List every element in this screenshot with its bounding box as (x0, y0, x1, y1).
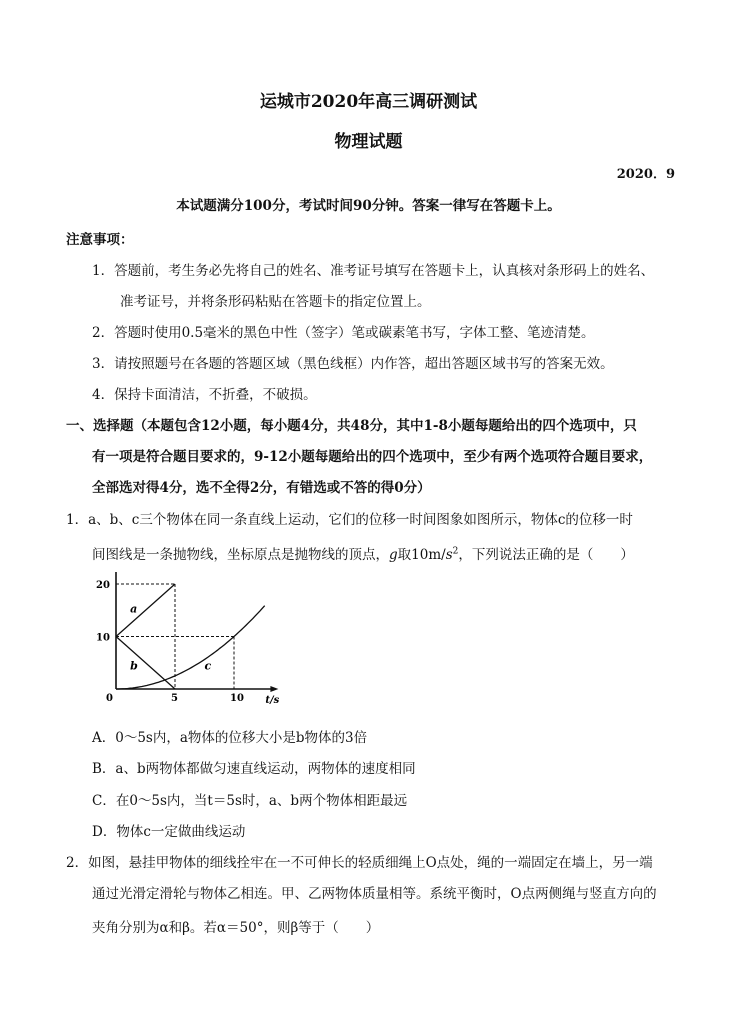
q1-graph (88, 572, 288, 712)
q1-slash: / (441, 547, 446, 563)
q1-line-2c: ，下列说法正确的是（ ） (458, 547, 634, 563)
q1-s-unit: s (445, 547, 453, 563)
x-tick-label: 5 (171, 693, 178, 704)
exam-date: 2020．9 (616, 167, 675, 182)
note-4: 4．保持卡面清洁，不折叠，不破损。 (92, 387, 317, 403)
q1-line-1: 1．a、b、c三个物体在同一条直线上运动，它们的位移一时间图象如图所示，物体c的位移一时 (66, 512, 633, 528)
q2-line-2: 通过光滑定滑轮与物体乙相连。甲、乙两物体质量相等。系统平衡时，O点两侧绳与竖直方向的 (92, 886, 657, 902)
note-3: 3．请按照题号在各题的答题区域（黑色线框）内作答，超出答题区域书写的答案无效。 (92, 356, 614, 372)
y-tick-label: 10 (96, 632, 110, 644)
series-a-label: a (130, 602, 138, 616)
x-axis-arrow (270, 686, 278, 692)
series-b-label: b (130, 659, 138, 673)
subject-title: 物理试题 (334, 132, 403, 152)
q1-line-2 (92, 543, 634, 563)
q1-option-d: D．物体c一定做曲线运动 (92, 824, 246, 840)
q1-option-a: A．0～5s内，a物体的位移大小是b物体的3倍 (92, 730, 368, 746)
note-1-cont: 准考证号，并将条形码粘贴在答题卡的指定位置上。 (120, 294, 431, 310)
q1-line-2a: 间图线是一条抛物线，坐标原点是抛物线的顶点， (92, 547, 389, 563)
note-2: 2．答题时使用0.5毫米的黑色中性（签字）笔或碳素笔书写，字体工整、笔迹清楚。 (92, 325, 595, 341)
exam-title: 运城市2020年高三调研测试 (259, 92, 478, 112)
q1-g-symbol: g (389, 547, 398, 563)
q2-line-3: 夹角分别为α和β。若α＝50°，则β等于（ ） (92, 920, 380, 936)
x-tick-label: 0 (106, 693, 113, 704)
section1-line-1: 一、选择题（本题包含12小题，每小题4分，共48分，其中1-8小题每题给出的四个选项中，只 (66, 418, 637, 434)
note-1: 1．答题前，考生务必先将自己的姓名、准考证号填写在答题卡上，认真核对条形码上的姓名、 (92, 263, 655, 279)
q1-option-c: C．在0～5s内，当t＝5s时，a、b两个物体相距最远 (92, 793, 408, 809)
series-a-line (116, 584, 175, 637)
series-c-label: c (204, 659, 212, 673)
q1-option-b: B．a、b两物体都做匀速直线运动，两物体的速度相同 (92, 761, 416, 777)
y-tick-label: 20 (96, 580, 110, 591)
section1-line-3: 全部选对得4分，选不全得2分，有错选或不答的得0分） (92, 480, 431, 496)
series-b-line (116, 637, 175, 690)
x-axis-label: t/s (265, 695, 280, 706)
x-tick-label: 10 (230, 693, 244, 704)
series-c-curve (116, 606, 265, 689)
section1-line-2: 有一项是符合题目要求的，9-12小题每题给出的四个选项中，至少有两个选项符合题目要求， (92, 449, 653, 465)
notes-heading: 注意事项： (66, 232, 134, 248)
q1-line-2b: 取10m (397, 547, 442, 563)
q1-sup: 2 (452, 546, 459, 557)
q2-line-1: 2．如图，悬挂甲物体的细线拴牢在一不可伸长的轻质细绳上O点处，绳的一端固定在墙上，另一端 (66, 855, 653, 871)
exam-info: 本试题满分100分，考试时间90分钟。答案一律写在答题卡上。 (176, 198, 561, 214)
